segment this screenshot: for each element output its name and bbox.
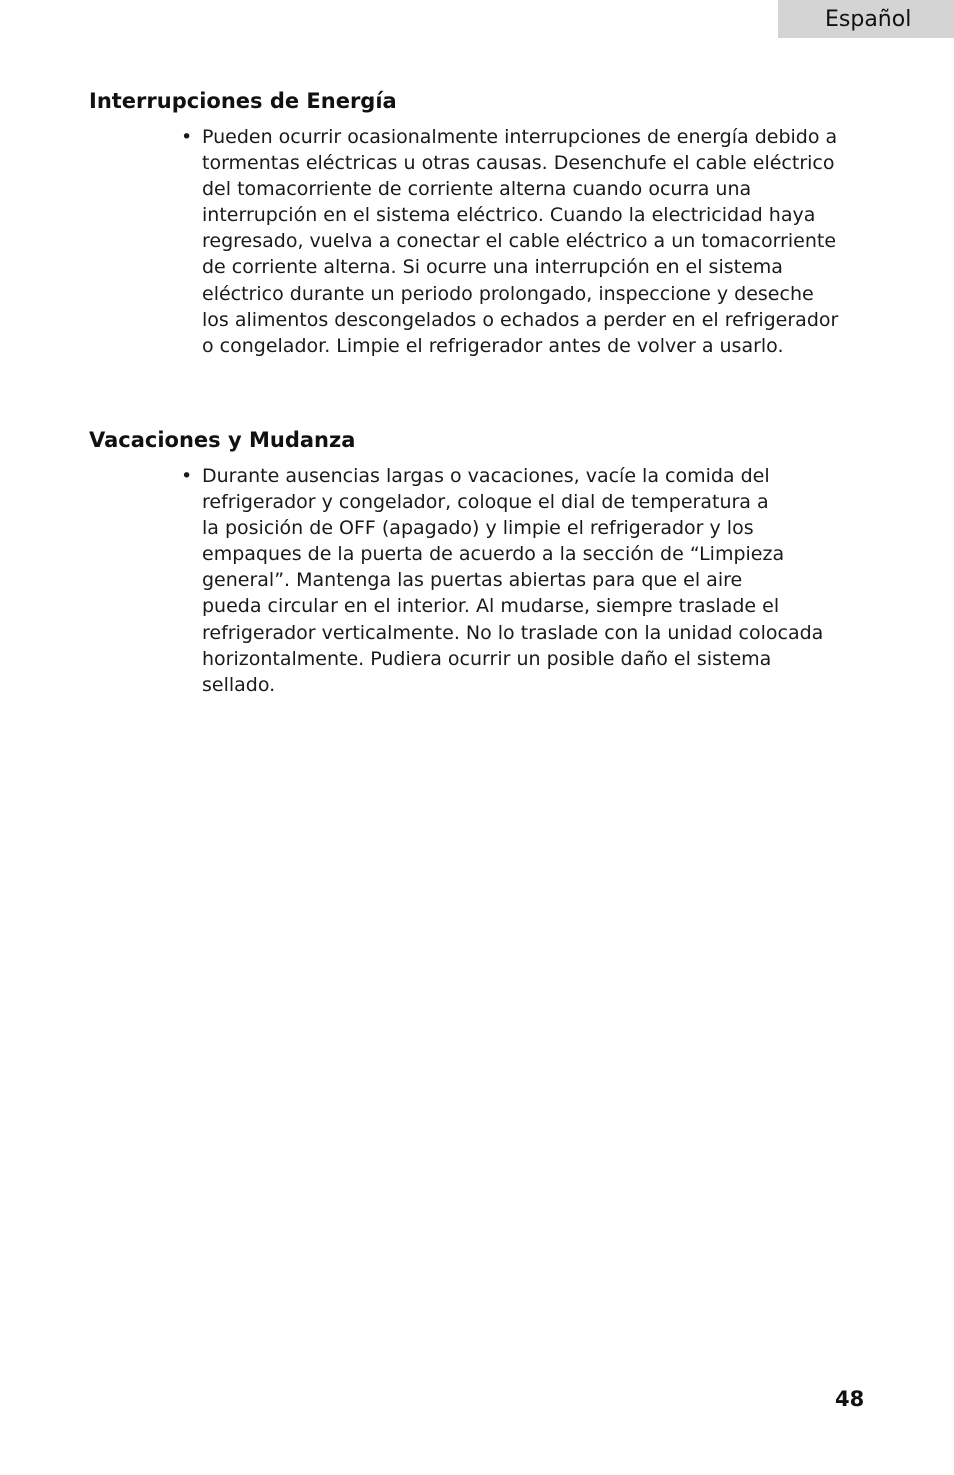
text-line: Pueden ocurrir ocasionalmente interrupciones de energía debido a — [202, 126, 838, 148]
text-line: del tomacorriente de corriente alterna cuando ocurra una — [202, 178, 752, 201]
text-line: horizontalmente. Pudiera ocurrir un posible daño el sistema — [202, 647, 772, 670]
text-line: la posición de OFF (apagado) y limpie el refrigerador y los — [202, 517, 754, 540]
text-line: general”. Mantenga las puertas abiertas para que el aire — [202, 569, 743, 592]
section-title-power-outages: Interrupciones de Energía — [89, 89, 397, 113]
section-title-vacation-moving: Vacaciones y Mudanza — [89, 428, 356, 452]
bullet-item — [89, 124, 842, 359]
text-line: refrigerador verticalmente. No lo traslade con la unidad colocada — [202, 621, 824, 644]
text-line: empaques de la puerta de acuerdo a la sección de “Limpieza — [202, 543, 785, 566]
text-line: regresado, vuelva a conectar el cable eléctrico a un tomacorriente — [202, 230, 837, 253]
section-power-outages — [89, 88, 869, 359]
text-line: los alimentos descongelados o echados a perder en el refrigerador — [202, 308, 839, 331]
text-line: de corriente alterna. Si ocurre una interrupción en el sistema — [202, 256, 783, 279]
text-line: refrigerador y congelador, coloque el dial de temperatura a — [202, 491, 769, 514]
section-vacation-moving — [89, 427, 869, 698]
text-line: Durante ausencias largas o vacaciones, vacíe la comida del — [202, 465, 770, 487]
bullet-dot: • — [181, 126, 193, 148]
text-line: interrupción en el sistema eléctrico. Cuando la electricidad haya — [202, 204, 816, 227]
text-line: o congelador. Limpie el refrigerador antes de volver a usarlo. — [202, 334, 784, 357]
text-line: pueda circular en el interior. Al mudarse, siempre traslade el — [202, 595, 780, 618]
language-tab: Español — [778, 0, 954, 38]
bullet-item — [89, 463, 842, 698]
bullet-dot: • — [181, 465, 193, 487]
page-number: 48 — [835, 1387, 865, 1411]
text-line: sellado. — [202, 673, 276, 696]
text-line: tormentas eléctricas u otras causas. Desenchufe el cable eléctrico — [202, 152, 835, 175]
text-line: eléctrico durante un periodo prolongado, inspeccione y deseche — [202, 282, 814, 305]
